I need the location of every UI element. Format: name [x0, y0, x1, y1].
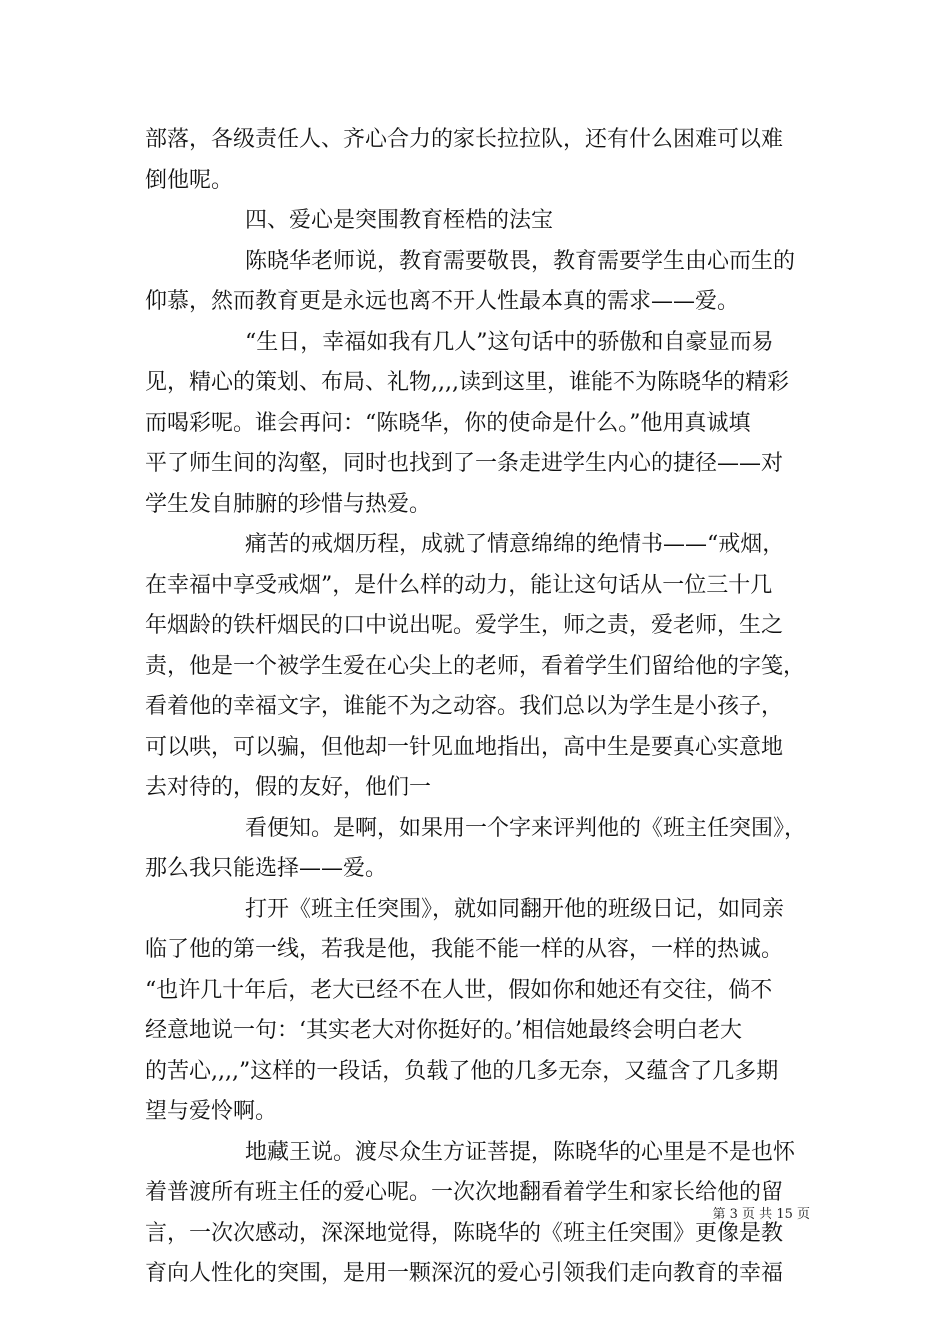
text-line: 平了师生间的沟壑，同时也找到了一条走进学生内心的捷径——对	[145, 451, 784, 476]
text-line: 责，他是一个被学生爱在心尖上的老师，看着学生们留给他的字笺，	[145, 653, 806, 679]
text-line: 经意地说一句：‘其实老大对你挺好的。’相信她最终会明白老大	[145, 1018, 742, 1043]
text-line: 临了他的第一线，若我是他，我能不能一样的从容，一样的热诚。	[145, 937, 784, 962]
text-line: 年烟龄的铁杆烟民的口中说出呢。爱学生，师之责，爱老师，生之	[145, 613, 784, 638]
text-line: 而喝彩呢。谁会再问：“陈晓华，你的使命是什么。”他用真诚填	[145, 410, 751, 436]
text-line: 倒他呢。	[145, 167, 234, 193]
text-line: 育向人性化的突围，是用一颗深沉的爱心引领我们走向教育的幸福	[145, 1261, 784, 1286]
text-line: 去对待的，假的友好，他们一	[145, 775, 432, 800]
text-line: “也许几十年后，老大已经不在人世，假如你和她还有交往，倘不	[145, 977, 773, 1003]
text-line: 那么我只能选择——爱。	[145, 856, 388, 881]
text-line: 痛苦的戒烟历程，成就了情意绵绵的绝情书——“戒烟，	[245, 532, 785, 557]
text-line: 言，一次次感动，深深地觉得，陈晓华的《班主任突围》更像是教	[145, 1220, 784, 1246]
text-line: 打开《班主任突围》，就如同翻开他的班级日记，如同亲	[245, 896, 785, 922]
text-line: 见，精心的策划、布局、礼物,,,,读到这里，谁能不为陈晓华的精彩	[145, 370, 789, 395]
text-line: 部落，各级责任人、齐心合力的家长拉拉队，还有什么困难可以难	[145, 127, 784, 152]
text-line: 学生发自肺腑的珍惜与热爱。	[145, 491, 432, 517]
text-line: 看便知。是啊，如果用一个字来评判他的《班主任突围》，	[245, 815, 807, 841]
text-line: 仰慕，然而教育更是永远也离不开人性最本真的需求——爱。	[145, 289, 740, 314]
text-line: 望与爱怜啊。	[145, 1099, 278, 1124]
page-number: 第 3 页 共 15 页	[712, 1207, 810, 1222]
text-line: 在幸福中享受戒烟”，是什么样的动力，能让这句话从一位三十几	[145, 572, 773, 598]
text-line: 四、爱心是突围教育桎梏的法宝	[245, 208, 554, 233]
text-line: 着普渡所有班主任的爱心呢。一次次地翻看着学生和家长给他的留	[145, 1180, 784, 1205]
text-line: 可以哄，可以骗，但他却一针见血地指出，高中生是要真心实意地	[145, 734, 784, 760]
text-line: 看着他的幸福文字，谁能不为之动容。我们总以为学生是小孩子，	[145, 694, 784, 719]
text-line: 地藏王说。渡尽众生方证菩提，陈晓华的心里是不是也怀	[245, 1139, 796, 1165]
text-line: 的苦心,,,,”这样的一段话，负载了他的几多无奈，又蕴含了几多期	[145, 1058, 779, 1084]
body-text	[145, 120, 810, 1295]
text-line: “生日，幸福如我有几人”这句话中的骄傲和自豪显而易	[245, 329, 774, 355]
text-line: 陈晓华老师说，教育需要敬畏，教育需要学生由心而生的	[245, 248, 796, 274]
